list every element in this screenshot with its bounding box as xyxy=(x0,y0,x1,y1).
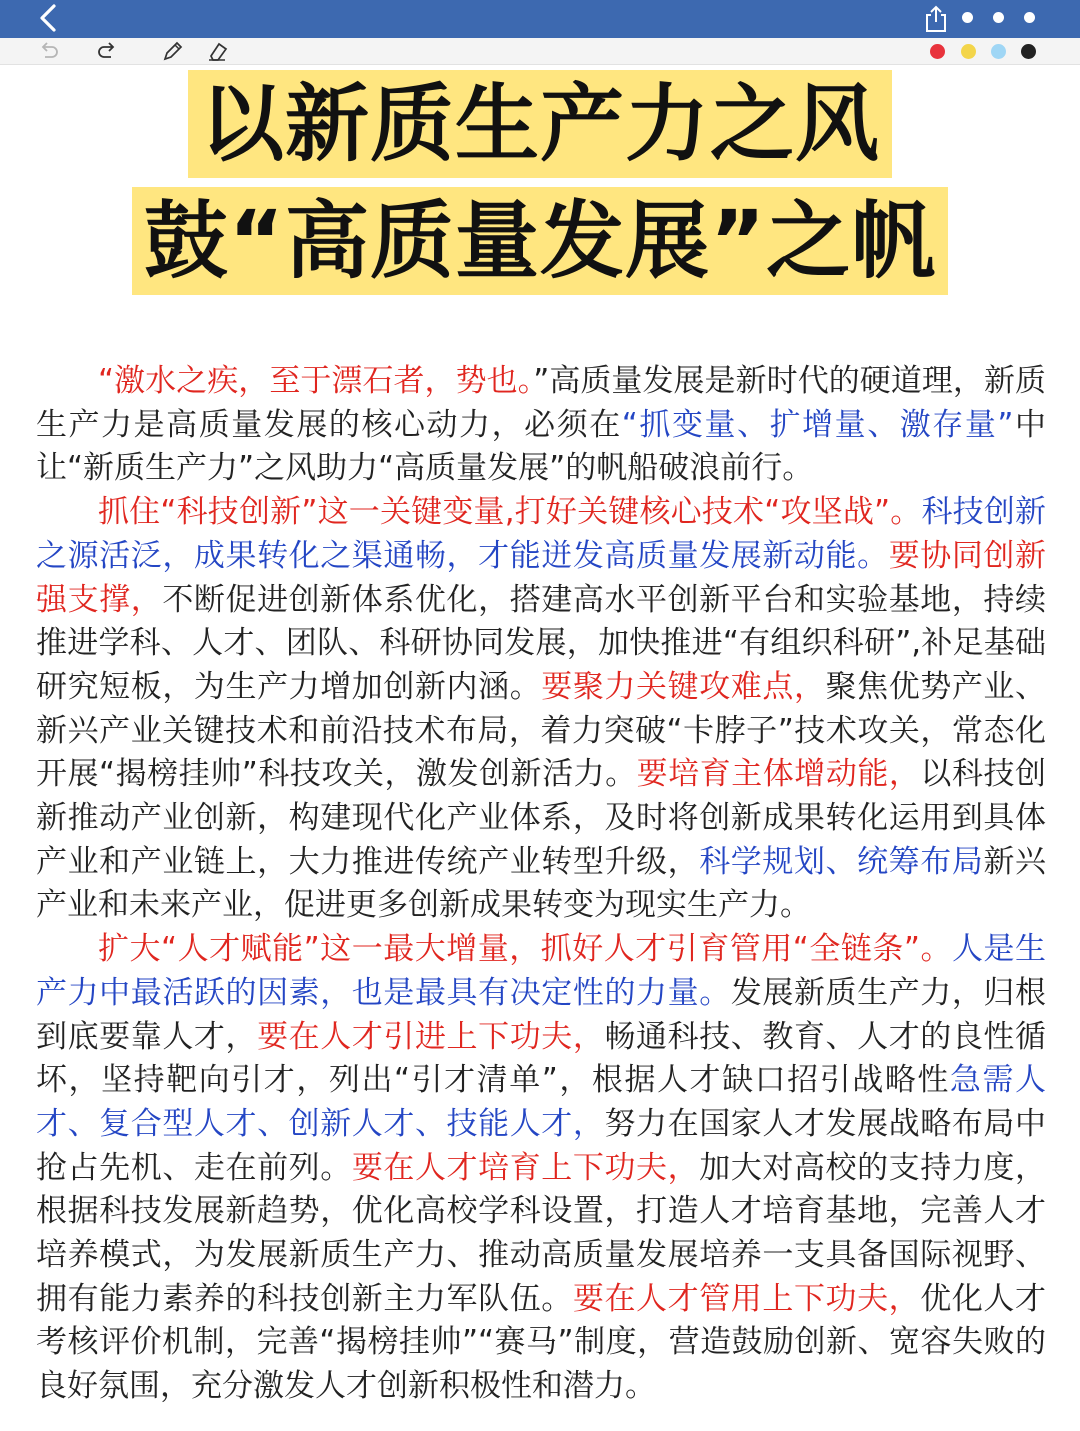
text-segment: 发展新质生产力，归根到底要靠人才， xyxy=(36,974,1047,1055)
text-segment: 以科技创新推动产业创新，构建现代化产业体系，及时将创新成果转化运用到具体产业和产业链上，大力推进传统产业转型升级， xyxy=(36,756,1047,880)
text-segment: 急需人才、复合型人才、创新人才、技能人才， xyxy=(36,1062,1046,1142)
text-segment: 中让“新质生产力”之风助力“高质量发展”的帆船破浪前行。 xyxy=(36,406,1046,487)
text-segment: 畅通科技、教育、人才的良性循坏，坚持靶向引才，列出“引才清单”，根据人才缺口招引战略性 xyxy=(36,1018,1047,1099)
text-segment: 人是生产力中最活跃的因素，也是最具有决定性的力量。 xyxy=(36,931,1047,1011)
text-segment: 新兴产业和未来产业，促进更多创新成果转变为现实生产力。 xyxy=(36,843,1047,924)
title-line-2-wrap xyxy=(0,187,1080,295)
text-segment: 不断促进创新体系优化，搭建高水平创新平台和实验基地，持续推进学科、人才、团队、科研协同发展，加快推进“有组织科研”,补足基础研究短板，为生产力增加创新内涵。 xyxy=(36,581,1047,705)
top-nav-bar xyxy=(0,0,1080,38)
blue-color-swatch[interactable] xyxy=(991,44,1006,59)
eraser-icon[interactable] xyxy=(205,40,229,62)
paragraph-3 xyxy=(36,928,1046,1409)
paragraph-1 xyxy=(36,360,1046,491)
text-segment: 要协同创新强支撑， xyxy=(36,537,1047,618)
text-segment: “抓变量、扩增量、激存量” xyxy=(621,406,1014,443)
more-dots-icon[interactable] xyxy=(962,12,1035,23)
text-segment: 要在人才管用上下功夫， xyxy=(572,1280,921,1317)
article-body xyxy=(36,360,1046,1409)
text-segment: 优化人才考核评价机制，完善“揭榜挂帅”“赛马”制度，营造鼓励创新、宽容失败的良好氛围，充分激发人才创新积极性和潜力。 xyxy=(36,1280,1047,1405)
title-line-1: 以新质生产力之风 xyxy=(188,70,892,178)
redo-icon[interactable] xyxy=(95,40,119,62)
text-segment: 加大对高校的支持力度，根据科技发展新趋势，优化高校学科设置，打造人才培育基地，完善人才培养模式，为发展新质生产力、推动高质量发展培养一支具备国际视野、拥有能力素养的科技创新主力军队伍。 xyxy=(36,1149,1047,1317)
text-segment: 科学规划、统筹布局 xyxy=(699,843,984,880)
black-color-swatch[interactable] xyxy=(1021,44,1036,59)
text-segment: “激水之疾，至于漂石者，势也。 xyxy=(98,363,534,399)
chevron-left-icon[interactable] xyxy=(34,2,64,34)
text-segment: 扩大“人才赋能”这一最大增量，抓好人才引育管用“全链条”。 xyxy=(98,931,952,968)
text-segment: 要在人才引进上下功夫， xyxy=(257,1018,605,1055)
paragraph-2 xyxy=(36,491,1046,928)
text-segment: 抓住“科技创新”这一关键变量,打好关键核心技术“攻坚战”。 xyxy=(98,494,922,531)
annotation-toolbar xyxy=(0,38,1080,65)
text-segment: ”高质量发展是新时代的硬道理，新质生产力是高质量发展的核心动力，必须在 xyxy=(36,363,1047,443)
title-line-1-wrap xyxy=(0,70,1080,178)
share-icon[interactable] xyxy=(922,4,950,34)
red-color-swatch[interactable] xyxy=(930,44,945,59)
text-segment: 聚焦优势产业、新兴产业关键技术和前沿技术布局，着力突破“卡脖子”技术攻关，常态化开展“揭榜挂帅”科技攻关，激发创新活力。 xyxy=(36,668,1047,793)
undo-icon[interactable] xyxy=(37,40,61,62)
text-segment: 科技创新之源活泛，成果转化之渠通畅，才能迸发高质量发展新动能。 xyxy=(36,494,1047,574)
text-segment: 要聚力关键攻难点， xyxy=(541,668,826,705)
text-segment: 要培育主体增动能， xyxy=(636,756,921,793)
text-segment: 努力在国家人才发展战略布局中抢占先机、走在前列。 xyxy=(36,1105,1047,1186)
text-segment: 要在人才培育上下功夫， xyxy=(351,1149,700,1186)
yellow-color-swatch[interactable] xyxy=(961,44,976,59)
title-line-2: 鼓“高质量发展”之帆 xyxy=(132,187,948,295)
pen-icon[interactable] xyxy=(161,40,185,62)
